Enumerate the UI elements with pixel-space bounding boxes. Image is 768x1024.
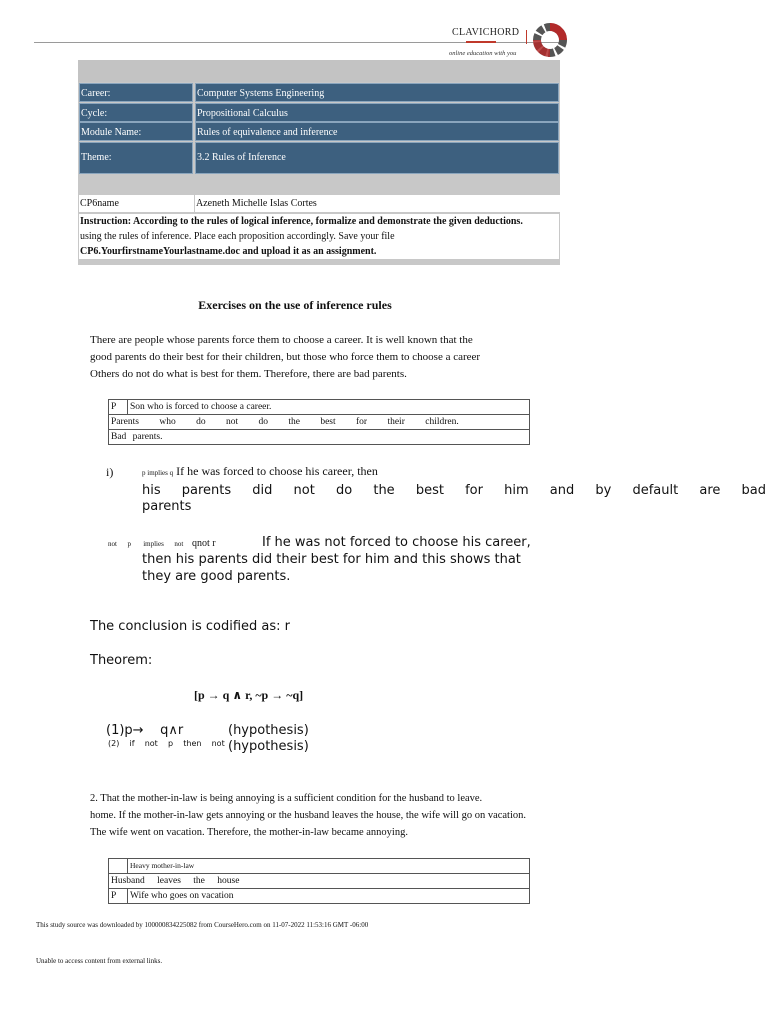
table-cell: P xyxy=(109,889,128,904)
table-row xyxy=(109,430,530,445)
instruction-file: CP6.YourfirstnameYourlastname.doc and upload it as an assignment. xyxy=(80,246,377,257)
proof-step-1: (1)p→ q∧r xyxy=(106,723,184,738)
exercise-1-paragraph xyxy=(90,332,530,383)
table-row xyxy=(109,400,530,415)
conclusion-text: The conclusion is codified as: r xyxy=(90,619,291,634)
symbol-word: implies xyxy=(143,540,164,548)
symbol-word: p xyxy=(127,540,131,548)
table-row xyxy=(109,859,530,874)
info-value: Rules of equivalence and inference xyxy=(195,122,559,141)
table-cell: Bad parents. xyxy=(109,430,530,445)
table-cell: P xyxy=(109,400,128,415)
paragraph-line: There are people whose parents force them to choose a career. It is well known that the xyxy=(90,334,473,346)
exercise-2-paragraph xyxy=(90,790,550,841)
ring-logo-icon xyxy=(530,20,570,60)
item-i-line2: his parents did not do the best for him and by default are bad xyxy=(142,483,766,498)
symbol-word: not xyxy=(174,540,184,548)
instruction-text: using the rules of inference. Place each proposition accordingly. Save your file xyxy=(80,231,395,242)
item-ii-symbols xyxy=(108,538,216,549)
table-row xyxy=(109,889,530,904)
info-value: 3.2 Rules of Inference xyxy=(195,142,559,174)
table-cell: Son who is forced to choose a career. xyxy=(128,400,530,415)
brand-tagline: online education with you xyxy=(449,50,517,57)
brand-name: CLAVICHORD xyxy=(452,27,520,38)
download-notice: This study source was downloaded by 100000834225082 from CourseHero.com on 11-07-2022 11:53:16 GMT -06:00 xyxy=(36,921,369,929)
proof-step-2: (2) if not p then not xyxy=(108,739,225,748)
symbol-word: qnot r xyxy=(192,538,216,549)
item-i-label: i) xyxy=(106,465,114,479)
paragraph-line: good parents do their best for their children, but those who force them to choose a career xyxy=(90,351,481,363)
instruction-block xyxy=(79,214,559,259)
info-label: Career: xyxy=(79,83,193,102)
table-cell xyxy=(109,859,128,874)
info-label: Theme: xyxy=(79,142,193,174)
item-i-symbol: p implies q xyxy=(142,469,174,477)
exercises-title: Exercises on the use of inference rules xyxy=(198,298,392,312)
external-links-notice: Unable to access content from external links. xyxy=(36,957,163,965)
item-i-line1 xyxy=(142,464,378,479)
info-value: Propositional Calculus xyxy=(195,103,559,122)
info-value: Computer Systems Engineering xyxy=(195,83,559,102)
table-row xyxy=(109,874,530,889)
paragraph-line: home. If the mother-in-law gets annoying or the husband leaves the house, the wife will go on vacation. xyxy=(90,810,527,821)
header-divider xyxy=(526,30,527,44)
table-cell: Heavy mother-in-law xyxy=(128,859,530,874)
paragraph-line: The wife went on vacation. Therefore, the mother-in-law became annoying. xyxy=(90,827,408,838)
item-ii-line2: then his parents did their best for him and this shows that xyxy=(142,552,521,567)
info-label: Cycle: xyxy=(79,103,193,122)
table-cell: Husband leaves the house xyxy=(109,874,530,889)
course-info-table xyxy=(78,60,560,265)
paragraph-line: 2. That the mother-in-law is being annoying is a sufficient condition for the husband to leave. xyxy=(90,793,483,804)
table-row xyxy=(109,415,530,430)
proof-step-2-note: (hypothesis) xyxy=(228,739,309,754)
header-accent xyxy=(466,41,496,43)
table-cell: Parents who do not do the best for their children. xyxy=(109,415,530,430)
info-top-band xyxy=(78,60,560,82)
paragraph-line: Others do not do what is best for them. Therefore, there are bad parents. xyxy=(90,368,407,380)
symbol-word: not xyxy=(108,540,117,548)
name-label: CP6name xyxy=(79,195,194,212)
item-i-text: If he was forced to choose his career, then xyxy=(176,464,378,478)
exercise-1-proposition-table xyxy=(108,399,530,445)
item-i-line3: parents xyxy=(142,499,192,514)
exercise-2-proposition-table xyxy=(108,858,530,904)
proof-step-1-note: (hypothesis) xyxy=(228,723,309,738)
item-ii-line3: they are good parents. xyxy=(142,569,291,584)
theorem-formula: [p → q ∧ r, ~p → ~q] xyxy=(194,688,304,702)
table-cell: Wife who goes on vacation xyxy=(128,889,530,904)
item-ii-line1: If he was not forced to choose his career, xyxy=(262,535,531,550)
info-label: Module Name: xyxy=(79,122,193,141)
name-value: Azeneth Michelle Islas Cortes xyxy=(195,195,560,212)
theorem-label: Theorem: xyxy=(90,653,153,668)
instruction-heading: Instruction: According to the rules of logical inference, formalize and demonstrate the given deductions. xyxy=(80,216,523,227)
